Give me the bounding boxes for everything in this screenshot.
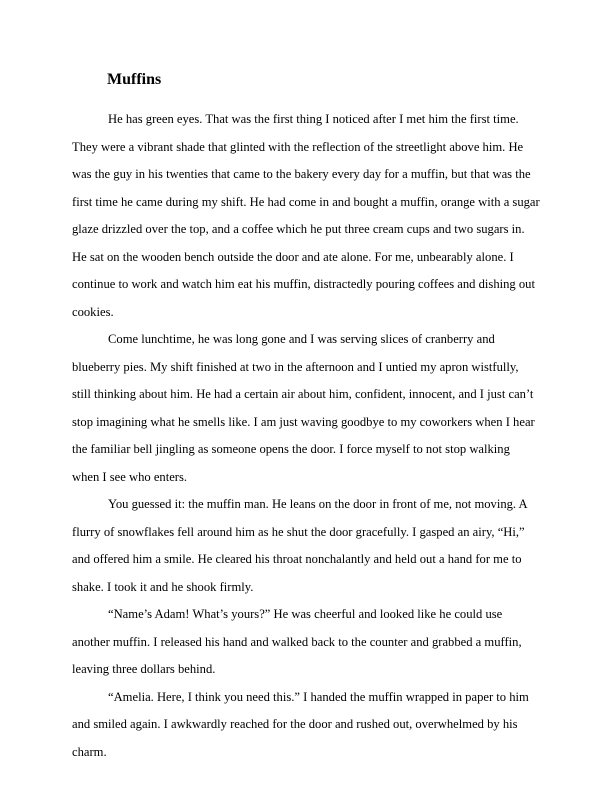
document-title: Muffins [107,71,162,88]
paragraph: Come lunchtime, he was long gone and I was serving slices of cranberry and blueberry pies. My shift finished at two in the afternoon and I untied my apron wistfully, still thinking about him. He had a certain air about him, confident, innocent, and I just can’t stop imagining what he smells like. I am just waving goodbye to my coworkers when I hear the familiar bell jingling as someone opens the door. I force myself to not stop walking when I see who enters. [72,332,535,484]
paragraph: “Name’s Adam! What’s yours?” He was cheerful and looked like he could use another muffin. I released his hand and walked back to the counter and grabbed a muffin, leaving three dollars behind. [72,607,522,676]
paragraph: “Amelia. Here, I think you need this.” I handed the muffin wrapped in paper to him and smiled again. I awkwardly reached for the door and rushed out, overwhelmed by his charm. [72,689,529,759]
paragraph: You guessed it: the muffin man. He leans on the door in front of me, not moving. A flurry of snowflakes fell around him as he shut the door gracefully. I gasped an airy, “Hi,” and offered him a smile. He cleared his throat nonchalantly and held out a hand for me to shake. I took it and he shook firmly. [72,497,527,594]
paragraph: He has green eyes. That was the first thing I noticed after I met him the first time. They were a vibrant shade that glinted with the reflection of the streetlight above him. He was the guy in his twenties that came to the bakery every day for a muffin, but that was the first time he came during my shift. He had come in and bought a muffin, orange with a sugar glaze drizzled over the top, and a coffee which he put three cream cups and two sugars in. He sat on the wooden bench outside the door and ate alone. For me, unbearably alone. I continue to work and watch him eat his muffin, distractedly pouring coffees and dishing out cookies. [72,112,540,319]
document-body [72,106,540,766]
